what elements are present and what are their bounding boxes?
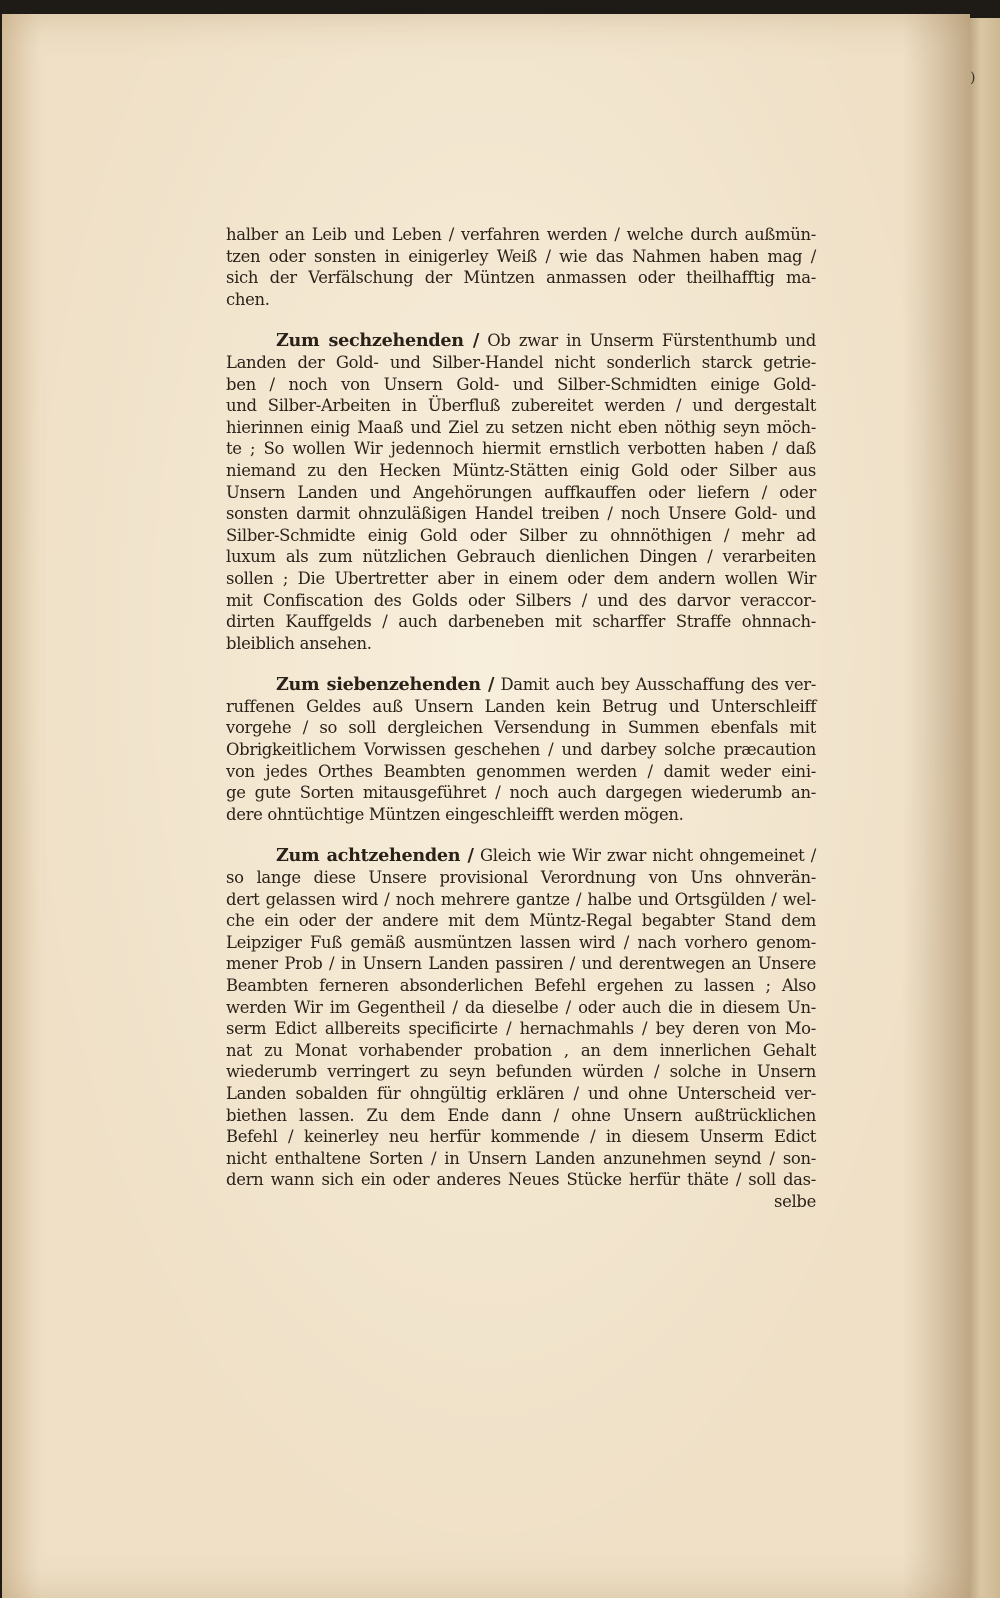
adjacent-leaf-edge bbox=[968, 18, 1000, 1598]
text-line: Unsern Landen und Angehörungen auffkauffen oder liefern / oder bbox=[226, 482, 816, 502]
text-line: und Silber-Arbeiten in Überfluß zubereitet werden / und dergestalt bbox=[226, 396, 816, 416]
text-line: serm Edict allbereits specificirte / hernachmahls / bey deren von Mo- bbox=[226, 1019, 816, 1039]
text-line: halber an Leib und Leben / verfahren werden / welche durch außmün- bbox=[226, 225, 816, 244]
text-line: che ein oder der andere mit dem Müntz-Regal begabter Stand dem bbox=[226, 911, 816, 931]
text-line: Zum siebenzehenden / Damit auch bey Ausschaffung des ver- bbox=[276, 674, 816, 696]
text-line: dere ohntüchtige Müntzen eingeschleifft werden mögen. bbox=[226, 804, 684, 824]
text-line: tzen oder sonsten in einigerley Weiß / wie das Nahmen haben mag / bbox=[226, 246, 816, 266]
text-line: sonsten darmit ohnzuläßigen Handel treiben / noch Unsere Gold- und bbox=[226, 504, 816, 524]
text-line: Leipziger Fuß gemäß ausmüntzen lassen wird / nach vorhero genom- bbox=[226, 932, 816, 952]
paragraph-heading: Zum siebenzehenden / bbox=[276, 674, 495, 696]
text-line: te ; So wollen Wir jedennoch hiermit ernstlich verbotten haben / daß bbox=[226, 439, 816, 459]
catchword: selbe bbox=[773, 1191, 816, 1211]
paragraph-sechzehenden bbox=[226, 330, 816, 654]
text-line: nicht enthaltene Sorten / in Unsern Landen anzunehmen seynd / son- bbox=[226, 1148, 816, 1168]
text-line: wiederumb verringert zu seyn befunden würden / solche in Unsern bbox=[226, 1062, 816, 1082]
text-line: Beambten ferneren absonderlichen Befehl ergehen zu lassen ; Also bbox=[226, 976, 816, 995]
paragraph-achtzehenden bbox=[226, 845, 816, 1212]
text-line: von jedes Orthes Beambten genommen werden / damit weder eini- bbox=[226, 761, 816, 781]
text-line: mener Prob / in Unsern Landen passiren / und derentwegen an Unsere bbox=[226, 954, 816, 974]
text-line: Zum achtzehenden / Gleich wie Wir zwar nicht ohngemeinet / bbox=[276, 845, 816, 867]
text-line: sollen ; Die Ubertretter aber in einem oder dem andern wollen Wir bbox=[226, 568, 816, 588]
text-line: hierinnen einig Maaß und Ziel zu setzen nicht eben nöthig seyn möch- bbox=[226, 417, 816, 437]
text-line: chen. bbox=[226, 289, 270, 309]
text-line: dern wann sich ein oder anderes Neues Stücke herfür thäte / soll das- bbox=[226, 1170, 816, 1190]
edge-mark: ) bbox=[970, 70, 976, 86]
text-line: bleiblich ansehen. bbox=[226, 633, 372, 653]
paragraph-continuation bbox=[226, 224, 816, 310]
text-line: ben / noch von Unsern Gold- und Silber-Schmidten einige Gold- bbox=[226, 374, 816, 394]
paragraph-siebenzehenden bbox=[226, 674, 816, 825]
paragraph-heading: Zum achtzehenden / bbox=[276, 845, 474, 867]
paragraph-heading: Zum sechzehenden / bbox=[276, 330, 480, 352]
text-line: biethen lassen. Zu dem Ende dann / ohne Unsern außtrücklichen bbox=[226, 1105, 816, 1125]
text-line: Obrigkeitlichem Vorwissen geschehen / und darbey solche præcaution bbox=[226, 740, 816, 760]
text-line: ge gute Sorten mitausgeführet / noch auch dargegen wiederumb an- bbox=[226, 783, 816, 803]
text-line: niemand zu den Hecken Müntz-Stätten einig Gold oder Silber aus bbox=[226, 460, 816, 480]
text-line: Zum sechzehenden / Ob zwar in Unserm Fürstenthumb und bbox=[276, 330, 816, 352]
text-line: so lange diese Unsere provisional Verordnung von Uns ohnverän- bbox=[226, 868, 816, 888]
text-line: ruffenen Geldes auß Unsern Landen kein Betrug und Unterschleiff bbox=[226, 696, 816, 716]
text-line: werden Wir im Gegentheil / da dieselbe / oder auch die in diesem Un- bbox=[226, 997, 816, 1017]
text-line: Landen der Gold- und Silber-Handel nicht sonderlich starck getrie- bbox=[226, 352, 816, 372]
text-line: mit Confiscation des Golds oder Silbers / und des darvor veraccor- bbox=[226, 590, 816, 610]
document-text bbox=[226, 224, 816, 1213]
text-line: dert gelassen wird / noch mehrere gantze / halbe und Ortsgülden / wel- bbox=[226, 889, 816, 909]
text-line: luxum als zum nützlichen Gebrauch dienlichen Dingen / verarbeiten bbox=[226, 547, 816, 567]
text-line: nat zu Monat vorhabender probation , an dem innerlichen Gehalt bbox=[226, 1040, 816, 1060]
text-line: Befehl / keinerley neu herfür kommende / in diesem Unserm Edict bbox=[226, 1127, 816, 1147]
text-line: dirten Kauffgelds / auch darbeneben mit scharffer Straffe ohnnach- bbox=[226, 612, 816, 632]
text-line: sich der Verfälschung der Müntzen anmassen oder theilhafftig ma- bbox=[226, 268, 816, 288]
text-line: Landen sobalden für ohngültig erklären / und ohne Unterscheid ver- bbox=[226, 1083, 816, 1103]
text-line: vorgehe / so soll dergleichen Versendung in Summen ebenfals mit bbox=[226, 718, 816, 738]
text-line: Silber-Schmidte einig Gold oder Silber zu ohnnöthigen / mehr ad bbox=[226, 525, 816, 545]
